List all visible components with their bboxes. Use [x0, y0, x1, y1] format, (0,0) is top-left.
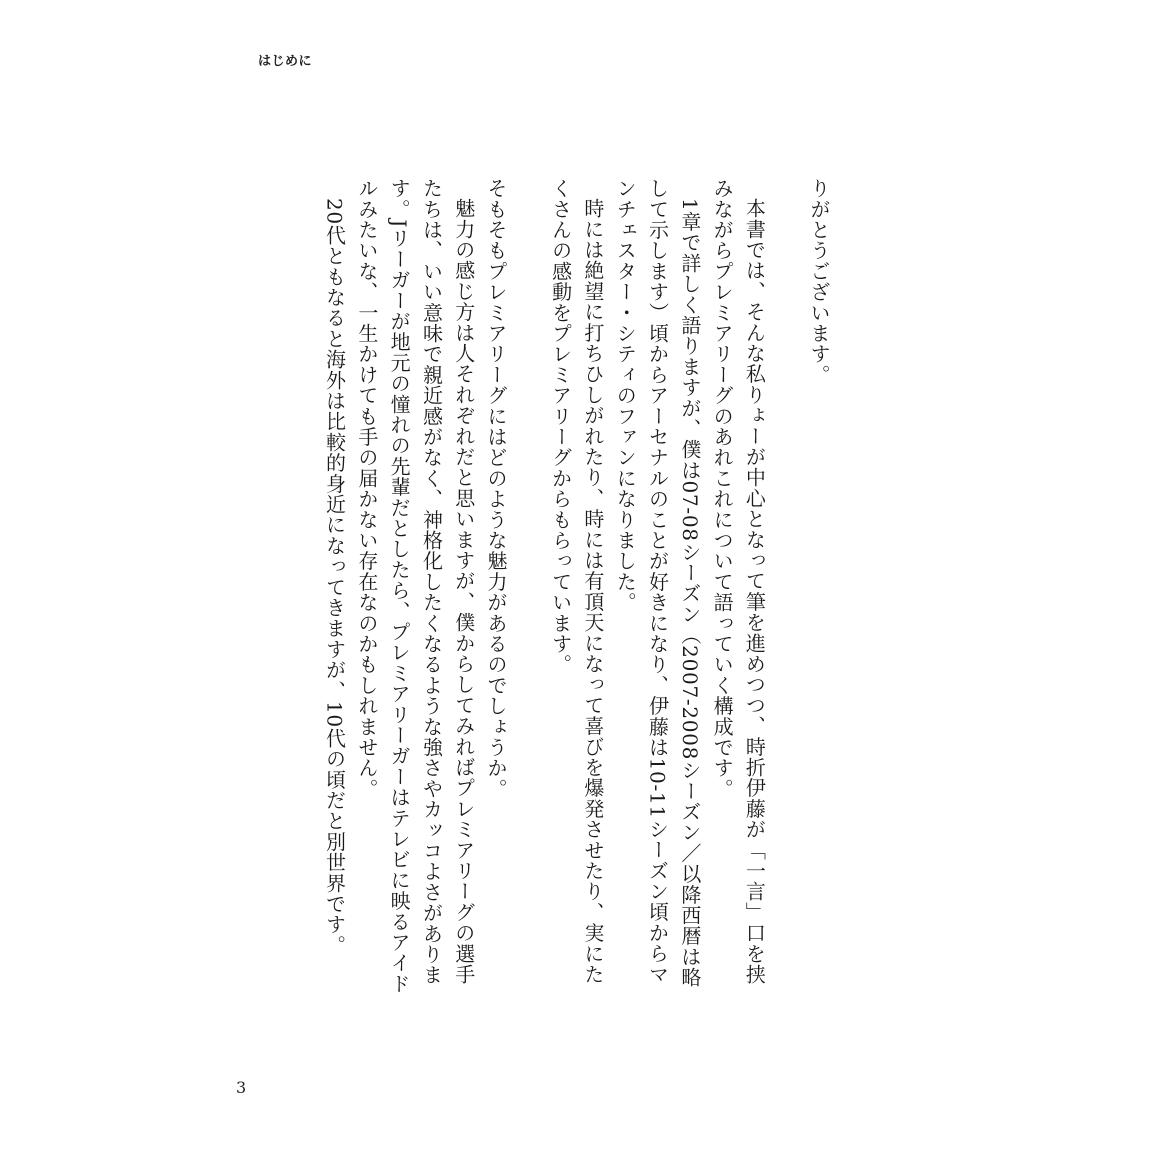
body-text	[235, 178, 835, 998]
paragraph: 1章で詳しく語りますが、僕は07-08シーズン（2007-2008シーズン／以降西暦は略して示します）頃からアーセナルのことが好きになり、伊藤は10-11シーズン頃からマンチェスター・シティのファンになりました。	[613, 178, 702, 988]
running-head: はじめに	[258, 54, 313, 69]
paragraph-gap	[770, 178, 802, 998]
paragraph-gap	[512, 178, 544, 998]
paragraph: 本書では、そんな私りょーが中心となって筆を進めつつ、時折伊藤が「一言」口を挟みながらプレミアリーグのあれこれについて語っていく構成です。	[710, 178, 767, 985]
paragraph: そもそもプレミアリーグにはどのような魅力があるのでしょうか。	[484, 178, 509, 799]
page-number: 3	[236, 1078, 247, 1097]
paragraph: 20代ともなると海外は比較的身近になってきますが、10代の頃だと別世界です。	[322, 198, 347, 956]
paragraph: 魅力の感じ方は人それぞれだと思いますが、僕からしてみればプレミアリーグの選手たちは、いい意味で親近感がなく、神格化したくなるような強さやカッコよさがあります。Jリーガーが地元の憧れの先輩だとしたら、プレミアリーガーはテレビに映るアイドルみたいな、一生かけても手の届かない存在なのかもしれません。	[354, 178, 476, 995]
paragraph-continuation: りがとうございます。	[807, 178, 831, 385]
paragraph: 時には絶望に打ちひしがれたり、時には有頂天になって喜びを爆発させたり、実にたくさんの感動をプレミアリーグからもらっています。	[548, 178, 605, 985]
